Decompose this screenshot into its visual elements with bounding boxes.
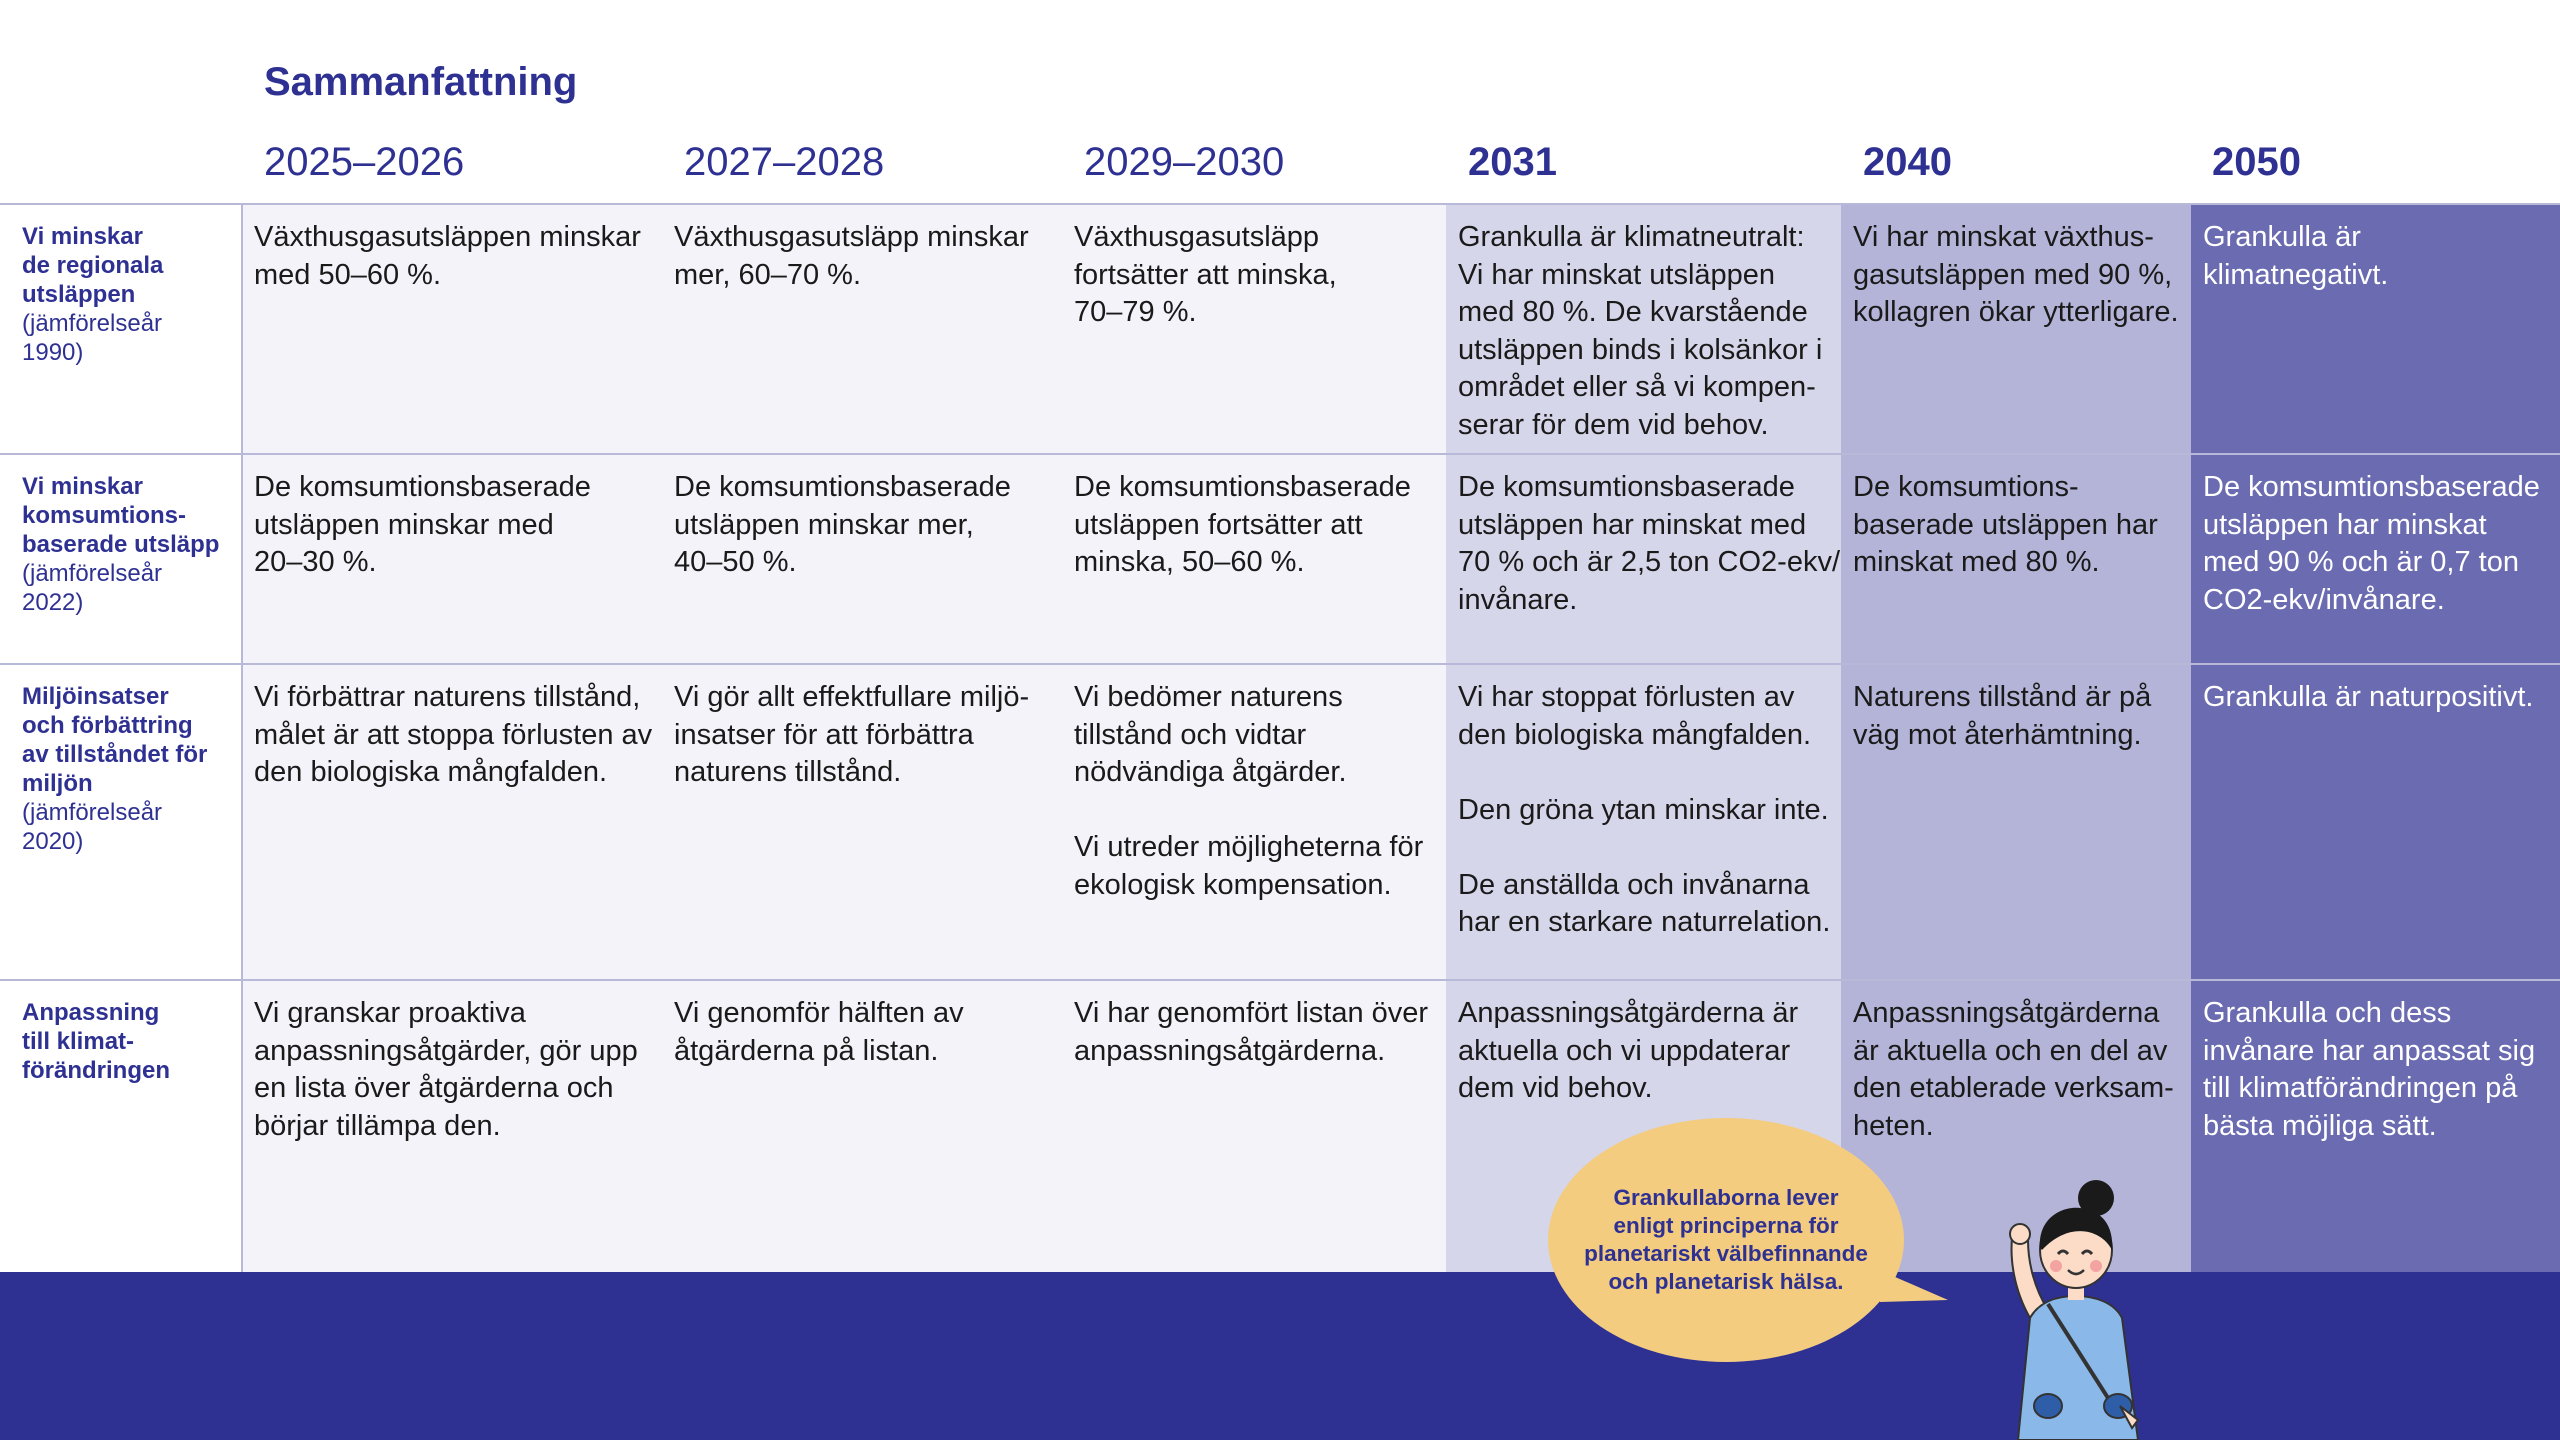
cell-adaptation-2050: Grankulla och dess invånare har anpassat sig till klimatförändringen på bästa möjliga sätt. bbox=[2203, 997, 2536, 1142]
cell-environment-2029: Vi bedömer naturens tillstånd och vidtar nödvändiga åtgärder. Vi utreder möjligheterna för ekologisk kompensation. bbox=[1074, 681, 1424, 901]
cell-regional-2029: Växthusgasutsläpp fortsätter att minska, 70–79 %. bbox=[1074, 221, 1337, 328]
cell-environment-2031: Vi har stoppat förlusten av den biologiska mångfalden. Den gröna ytan minskar inte. De anställda och invånarna har en starkare naturrelation. bbox=[1458, 681, 1831, 938]
row-label-title: Vi minskar komsumtions- baserade utsläpp bbox=[22, 473, 220, 558]
cell-consumption-2029: De komsumtionsbaserade utsläppen fortsätter att minska, 50–60 %. bbox=[1074, 471, 1411, 578]
year-header-2050: 2050 bbox=[2212, 140, 2301, 184]
year-header-2027: 2027–2028 bbox=[684, 140, 885, 184]
row-label-adaptation bbox=[22, 998, 237, 1085]
row-divider bbox=[0, 663, 2560, 665]
speech-bubble: Grankullaborna lever enligt principerna för planetariskt välbefinnande och planetarisk hälsa. bbox=[1548, 1118, 1904, 1362]
year-header-2025: 2025–2026 bbox=[264, 140, 465, 184]
cell-adaptation-2029: Vi har genomfört listan över anpassningsåtgärderna. bbox=[1074, 997, 1429, 1067]
row-divider bbox=[0, 453, 2560, 455]
row-divider bbox=[0, 979, 2560, 981]
year-header-2029: 2029–2030 bbox=[1084, 140, 1285, 184]
cell-consumption-2050: De komsumtionsbaserade utsläppen har minskat med 90 % och är 0,7 ton CO2-ekv/invånare. bbox=[2203, 471, 2540, 616]
cell-environment-2040: Naturens tillstånd är på väg mot återhämtning. bbox=[1853, 681, 2152, 751]
cell-regional-2031: Grankulla är klimatneutralt: Vi har minskat utsläppen med 80 %. De kvarstående utsläppen binds i kolsänkor i området eller så vi kompen- serar för dem vid behov. bbox=[1458, 221, 1823, 441]
cell-regional-2040: Vi har minskat växthus- gasutsläppen med 90 %, kollagren ökar ytterligare. bbox=[1853, 221, 2179, 328]
row-divider bbox=[0, 203, 2560, 205]
cell-consumption-2031: De komsumtionsbaserade utsläppen har minskat med 70 % och är 2,5 ton CO2-ekv/ invånare. bbox=[1458, 471, 1841, 616]
cell-environment-2025: Vi förbättrar naturens tillstånd, målet är att stoppa förlusten av den biologiska mångfalden. bbox=[254, 681, 653, 788]
row-label-consumption-emissions bbox=[22, 472, 237, 617]
row-label-sub: (jämförelseår 2022) bbox=[22, 560, 163, 616]
year-header-2040: 2040 bbox=[1863, 140, 1952, 184]
row-label-title: Vi minskar de regionala utsläppen bbox=[22, 223, 164, 308]
column-divider bbox=[241, 204, 243, 1274]
cell-consumption-2027: De komsumtionsbaserade utsläppen minskar mer, 40–50 %. bbox=[674, 471, 1011, 578]
cell-consumption-2025: De komsumtionsbaserade utsläppen minskar med 20–30 %. bbox=[254, 471, 591, 578]
cell-adaptation-2040: Anpassningsåtgärderna är aktuella och en del av den etablerade verksam- heten. bbox=[1853, 997, 2174, 1142]
row-label-sub: (jämförelseår 2020) bbox=[22, 799, 163, 855]
cell-adaptation-2025: Vi granskar proaktiva anpassningsåtgärder, gör upp en lista över åtgärderna och börjar tillämpa den. bbox=[254, 997, 638, 1142]
cell-regional-2025: Växthusgasutsläppen minskar med 50–60 %. bbox=[254, 221, 641, 291]
cell-adaptation-2027: Vi genomför hälften av åtgärderna på listan. bbox=[674, 997, 964, 1067]
row-label-sub: (jämförelseår 1990) bbox=[22, 310, 163, 366]
cell-regional-2050: Grankulla är klimatnegativt. bbox=[2203, 221, 2389, 291]
row-label-regional-emissions bbox=[22, 222, 237, 367]
cell-environment-2027: Vi gör allt effektfullare miljö- insatser för att förbättra naturens tillstånd. bbox=[674, 681, 1030, 788]
cell-adaptation-2031: Anpassningsåtgärderna är aktuella och vi uppdaterar dem vid behov. bbox=[1458, 997, 1799, 1104]
row-label-title: Anpassning till klimat- förändringen bbox=[22, 999, 170, 1084]
cell-environment-2050: Grankulla är naturpositivt. bbox=[2203, 681, 2534, 713]
page-title: Sammanfattning bbox=[264, 60, 578, 104]
row-label-title: Miljöinsatser och förbättring av tillståndet för miljön bbox=[22, 683, 208, 797]
row-label-environment bbox=[22, 682, 237, 856]
year-header-2031: 2031 bbox=[1468, 140, 1557, 184]
cell-regional-2027: Växthusgasutsläpp minskar mer, 60–70 %. bbox=[674, 221, 1029, 291]
character-illustration bbox=[1970, 1170, 2180, 1440]
cell-consumption-2040: De komsumtions- baserade utsläppen har minskat med 80 %. bbox=[1853, 471, 2158, 578]
